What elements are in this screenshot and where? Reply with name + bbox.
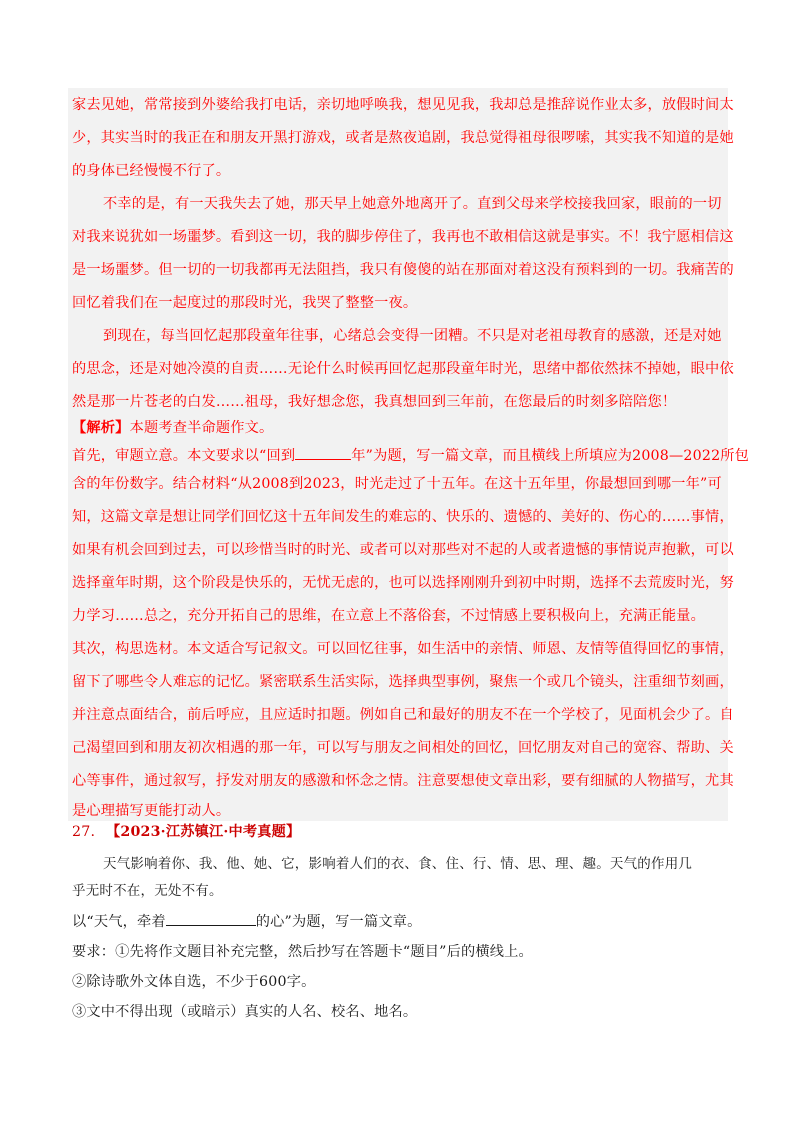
prompt-post: 的心”为题，写一篇文章。 [255,914,422,930]
answer-text-line: 不幸的是，有一天我失去了她，那天早上她意外地离开了。直到父母来学校接我回家，眼前的一切 [103,196,722,212]
analysis-line: 其次，构思选材。本文适合写记叙文。可以回忆往事，如生活中的亲情、师恩、友情等值得回忆的事情， [72,641,734,657]
answer-text-line: 的身体已经慢慢不行了。 [72,163,231,179]
question-prompt [72,911,422,932]
analysis-tag: 【解析】 [72,420,130,436]
answer-text-line: 是一场噩梦。但一切的一切我都再无法阻挡，我只有傻傻的站在那面对着这没有预料到的一切。我痛苦的 [72,262,734,278]
answer-text-line: 到现在，每当回忆起那段童年往事，心绪总会变得一团糟。不只是对老祖母教育的感激，还是对她 [103,328,722,344]
question-material: 天气影响着你、我、他、她、它，影响着人们的衣、食、住、行、情、思、理、趣。天气的作用几 [103,856,693,872]
analysis-line: 心等事件，通过叙写，抒发对朋友的感激和怀念之情。注意要想使文章出彩，要有细腻的人物描写，尤其 [72,773,734,789]
analysis-line: 己渴望回到和朋友初次相遇的那一年，可以写与朋友之间相处的回忆，回忆朋友对自己的宽容、帮助、关 [72,740,734,756]
title-blank-line [295,445,351,460]
analysis-line1-post: 年”为题，写一篇文章，而且横线上所填应为2008—2022所包 [351,448,750,464]
analysis-tag-text: 本题考查半命题作文。 [129,420,274,436]
question-material: 乎无时不在，无处不有。 [72,883,223,899]
prompt-blank-line [166,911,256,926]
prompt-pre: 以“天气，牵着 [72,914,166,930]
answer-text-line: 少，其实当时的我正在和朋友开黑打游戏，或者是熬夜追剧，我总觉得祖母很啰嗦，其实我不知道的是她 [72,130,734,146]
requirement-1: 要求：①先将作文题目补充完整，然后抄写在答题卡“题目”后的横线上。 [72,944,533,960]
analysis-line: 如果有机会回到过去，可以珍惜当时的时光、或者可以对那些对不起的人或者遗憾的事情说声抱歉，可以 [72,542,734,558]
answer-text-line: 的思念，还是对她冷漠的自责……无论什么时候再回忆起那段童年时光，思绪中都依然抹不掉她，眼中依 [72,361,734,377]
analysis-line1-pre: 首先，审题立意。本文要求以“回到 [72,448,296,464]
answer-text-line: 回忆着我们在一起度过的那段时光，我哭了整整一夜。 [72,295,418,311]
analysis-line: 是心理描写更能打动人。 [72,803,231,819]
analysis-heading [72,418,273,438]
analysis-line: 选择童年时期，这个阶段是快乐的，无忧无虑的，也可以选择刚刚升到初中时期，选择不去荒废时光，努 [72,575,734,591]
answer-text-line: 家去见她，常常接到外婆给我打电话，亲切地呼唤我，想见见我，我却总是推辞说作业太多，放假时间太 [72,97,734,113]
requirement-3: ③文中不得出现（或暗示）真实的人名、校名、地名。 [72,1004,418,1020]
analysis-line: 含的年份数字。结合材料“从2008到2023，时光走过了十五年。在这十五年里，你最想回到哪一年”可 [72,476,722,492]
analysis-line: 力学习……总之，充分开拓自己的思维，在立意上不落俗套，不过情感上要积极向上，充满正能量。 [72,608,706,624]
question-number: 27. [72,824,96,840]
requirement-2: ②除诗歌外文体自选，不少于600字。 [72,974,316,990]
analysis-line: 知，这篇文章是想让同学们回忆这十五年间发生的难忘的、快乐的、遗憾的、美好的、伤心的……事情， [72,509,734,525]
answer-text-line: 然是那一片苍老的白发……祖母，我好想念您，我真想回到三年前，在您最后的时刻多陪陪您！ [72,394,677,410]
analysis-line: 并注意点面结合，前后呼应，且应适时扣题。例如自己和最好的朋友不在一个学校了，见面机会少了。自 [72,707,734,723]
question-27-header [72,822,300,842]
answer-text-line: 对我来说犹如一场噩梦。看到这一切，我的脚步停住了，我再也不敢相信这就是事实。不！我宁愿相信这 [72,229,734,245]
question-source: 【2023·江苏镇江·中考真题】 [106,824,301,840]
analysis-line: 留下了哪些令人难忘的记忆。紧密联系生活实际，选择典型事例，聚焦一个或几个镜头，注重细节刻画， [72,674,734,690]
analysis-line [72,445,749,466]
